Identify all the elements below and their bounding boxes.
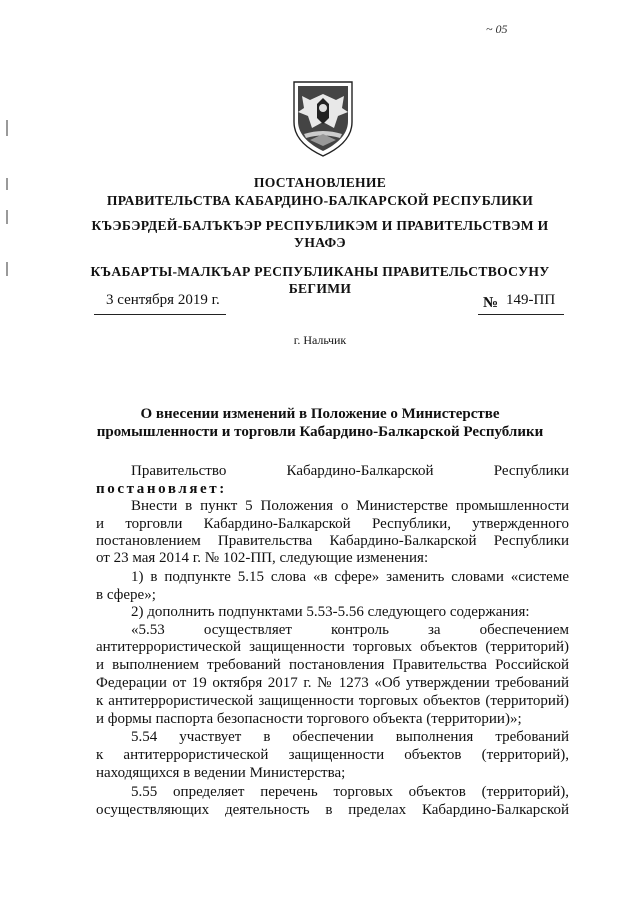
number-underline [478, 314, 564, 315]
org-name-bal-line1: КЪАБАРТЫ-МАЛКЪАР РЕСПУБЛИКАНЫ ПРАВИТЕЛЬСТВОСУНУ [90, 264, 550, 279]
city-label: г. Нальчик [293, 333, 347, 347]
org-name-kab-line1: КЪЭБЭРДЕЙ-БАЛЪКЪЭР РЕСПУБЛИКЭМ И ПРАВИТЕЛЬСТВЭМ И [91, 218, 549, 233]
body-line: к антитеррористической защищенности объектов (территорий), [96, 747, 569, 763]
doc-title: ПОСТАНОВЛЕНИЕ [253, 175, 387, 190]
body-line: находящихся в ведении Министерства; [96, 765, 346, 781]
body-line: «5.53 осуществляет контроль за обеспечением [131, 622, 569, 638]
doc-number: 149-ПП [506, 292, 556, 308]
body-line: постановлением Правительства Кабардино-Балкарской Республики [96, 533, 569, 549]
org-name-bal-line2: БЕГИМИ [288, 281, 352, 296]
body-line: антитеррористической защищенности торговых объектов (территорий) [96, 639, 569, 655]
scan-mark [6, 120, 8, 136]
body-line: и выполнением требований постановления Правительства Российской [96, 657, 569, 673]
body-line: осуществляющих деятельность в пределах Кабардино-Балкарской [96, 802, 569, 818]
handwritten-corner-mark: ~ 05 [486, 22, 508, 36]
body-line: в сфере»; [96, 587, 156, 603]
body-line-decree: постановляет: [96, 481, 227, 497]
body-line: и торговли Кабардино-Балкарской Республики, утвержденного [96, 516, 569, 532]
subject-line2: промышленности и торговли Кабардино-Балкарской Республики [96, 424, 544, 440]
body-line: 5.55 определяет перечень торговых объектов (территорий), [131, 784, 569, 800]
body-line: 1) в подпункте 5.15 слова «в сфере» заменить словами «системе [131, 569, 569, 585]
body-line: 2) дополнить подпунктами 5.53-5.56 следующего содержания: [131, 604, 530, 620]
body-line: и формы паспорта безопасности торгового объекта (территории)»; [96, 711, 522, 727]
subject-line1: О внесении изменений в Положение о Министерстве [140, 406, 500, 422]
body-line: 5.54 участвует в обеспечении выполнения требований [131, 729, 569, 745]
body-line: Внести в пункт 5 Положения о Министерстве промышленности [131, 498, 569, 514]
body-line: Федерации от 19 октября 2017 г. № 1273 «Об утверждении требований [96, 675, 569, 691]
org-name-ru: ПРАВИТЕЛЬСТВА КАБАРДИНО-БАЛКАРСКОЙ РЕСПУБЛИКИ [106, 193, 534, 208]
org-name-kab-line2: УНАФЭ [294, 235, 346, 250]
date-underline [94, 314, 226, 315]
doc-date: 3 сентября 2019 г. [106, 292, 220, 308]
body-line: к антитеррористической защищенности торговых объектов (территорий) [96, 693, 569, 709]
body-line: от 23 мая 2014 г. № 102-ПП, следующие изменения: [96, 550, 429, 566]
coat-of-arms-emblem [290, 78, 356, 158]
number-sign: № [483, 295, 499, 311]
body-line: Правительство Кабардино-Балкарской Республики [131, 463, 569, 479]
